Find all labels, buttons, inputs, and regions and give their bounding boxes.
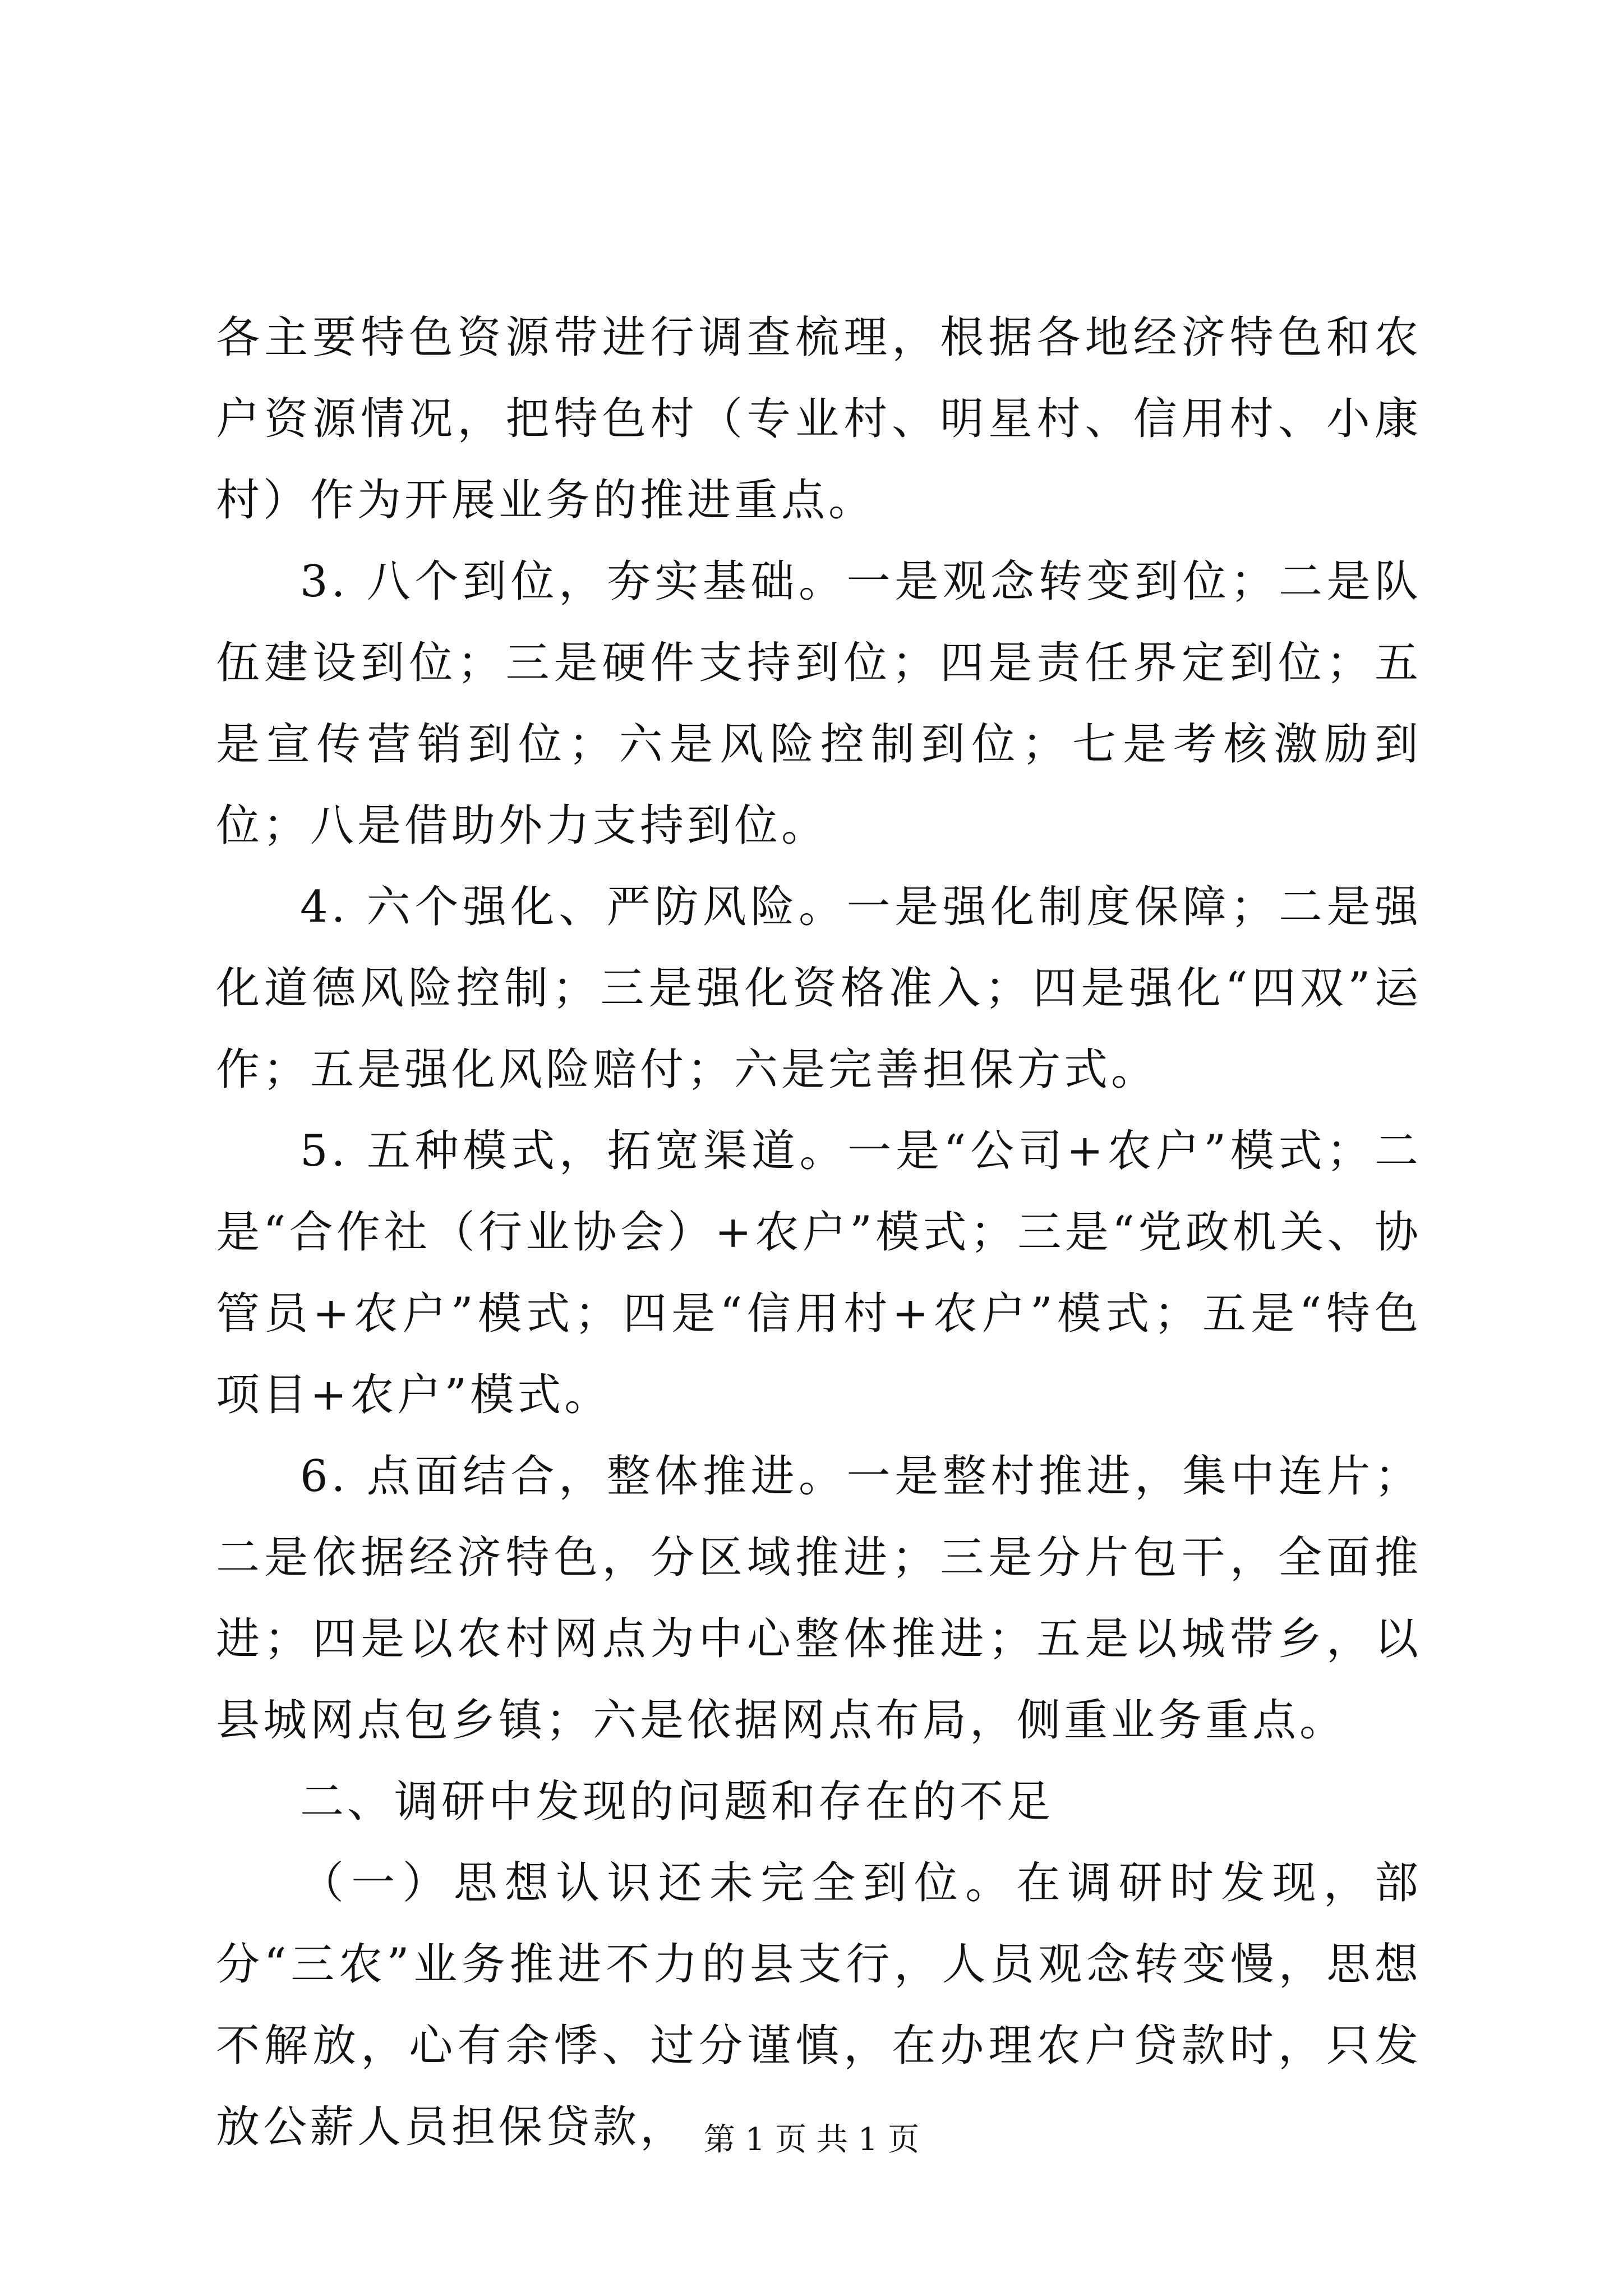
paragraph-subsection-1: （一）思想认识还未完全到位。在调研时发现，部分“三农”业务推进不力的县支行，人员观念转变慢，思想不解放，心有余悸、过分谨慎，在办理农户贷款时，只发放公薪人员担保贷款，	[216, 1858, 1422, 2152]
paragraph-continuation: 各主要特色资源带进行调查梳理，根据各地经济特色和农户资源情况，把特色村（专业村、明星村、信用村、小康村）作为开展业务的推进重点。	[216, 312, 1422, 526]
paragraph-item-5: 5. 五种模式，拓宽渠道。一是“公司+农户”模式；二是“合作社（行业协会）+农户”模式；三是“党政机关、协管员+农户”模式；四是“信用村+农户”模式；五是“特色项目+农户”模式。	[216, 1126, 1422, 1420]
page-footer: 第 1 页 共 1 页	[703, 2122, 920, 2158]
paragraph-item-6: 6. 点面结合，整体推进。一是整村推进，集中连片；二是依据经济特色，分区域推进；三是分片包干，全面推进；四是以农村网点为中心整体推进；五是以城带乡，以县城网点包乡镇；六是依据网点布局，侧重业务重点。	[216, 1451, 1422, 1746]
paragraph-item-4: 4. 六个强化、严防风险。一是强化制度保障；二是强化道德风险控制；三是强化资格准入；四是强化“四双”运作；五是强化风险赔付；六是完善担保方式。	[216, 882, 1422, 1095]
document-body	[216, 297, 1422, 2168]
paragraph-item-3: 3. 八个到位，夯实基础。一是观念转变到位；二是队伍建设到位；三是硬件支持到位；四是责任界定到位；五是宣传营销到位；六是风险控制到位；七是考核激励到位；八是借助外力支持到位。	[216, 556, 1422, 851]
section-heading: 二、调研中发现的问题和存在的不足	[300, 1777, 1054, 1827]
